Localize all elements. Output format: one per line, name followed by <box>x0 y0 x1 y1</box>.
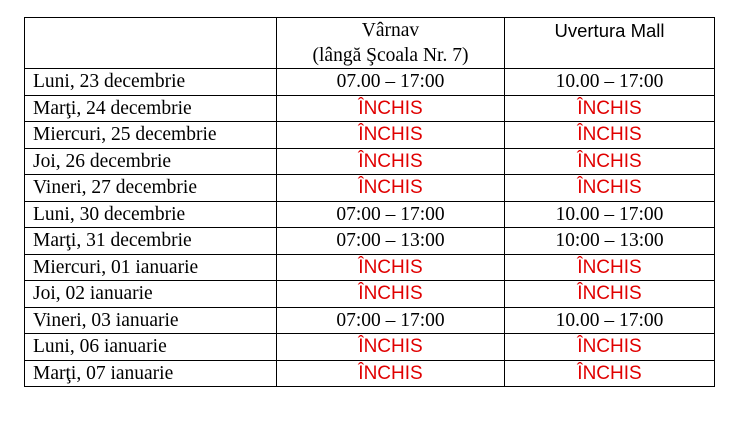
table-row <box>25 201 715 228</box>
table-row <box>25 307 715 334</box>
table-row <box>25 360 715 387</box>
mall-hours-cell: 10.00 – 17:00 <box>505 201 715 228</box>
mall-closed-cell: ÎNCHIS <box>505 360 715 387</box>
table-row <box>25 122 715 149</box>
mall-closed-cell: ÎNCHIS <box>505 281 715 308</box>
header-corner-cell <box>25 18 277 69</box>
mall-closed-cell: ÎNCHIS <box>505 95 715 122</box>
mall-closed-cell: ÎNCHIS <box>505 254 715 281</box>
date-cell: Miercuri, 25 decembrie <box>25 122 277 149</box>
mall-closed-cell: ÎNCHIS <box>505 334 715 361</box>
date-cell: Vineri, 27 decembrie <box>25 175 277 202</box>
table-row <box>25 148 715 175</box>
header-mall <box>505 18 715 69</box>
header-varnav-title: Vârnav <box>361 20 420 41</box>
table-row <box>25 69 715 96</box>
date-cell: Miercuri, 01 ianuarie <box>25 254 277 281</box>
date-cell: Joi, 26 decembrie <box>25 148 277 175</box>
table-row <box>25 175 715 202</box>
varnav-closed-cell: ÎNCHIS <box>277 148 505 175</box>
date-cell: Marţi, 31 decembrie <box>25 228 277 255</box>
mall-hours-cell: 10:00 – 13:00 <box>505 228 715 255</box>
header-row <box>25 18 715 69</box>
varnav-closed-cell: ÎNCHIS <box>277 122 505 149</box>
mall-hours-cell: 10.00 – 17:00 <box>505 307 715 334</box>
table-row <box>25 228 715 255</box>
schedule-table <box>24 17 715 387</box>
date-cell: Marţi, 24 decembrie <box>25 95 277 122</box>
date-cell: Marţi, 07 ianuarie <box>25 360 277 387</box>
date-cell: Luni, 30 decembrie <box>25 201 277 228</box>
date-cell: Luni, 06 ianuarie <box>25 334 277 361</box>
table-row <box>25 281 715 308</box>
varnav-closed-cell: ÎNCHIS <box>277 175 505 202</box>
header-mall-title: Uvertura Mall <box>554 20 665 41</box>
table-row <box>25 95 715 122</box>
varnav-closed-cell: ÎNCHIS <box>277 334 505 361</box>
date-cell: Luni, 23 decembrie <box>25 69 277 96</box>
varnav-closed-cell: ÎNCHIS <box>277 360 505 387</box>
schedule-body <box>25 69 715 387</box>
mall-hours-cell: 10.00 – 17:00 <box>505 69 715 96</box>
varnav-closed-cell: ÎNCHIS <box>277 254 505 281</box>
header-varnav-subtitle: (lângă Şcoala Nr. 7) <box>312 45 469 66</box>
mall-closed-cell: ÎNCHIS <box>505 122 715 149</box>
varnav-closed-cell: ÎNCHIS <box>277 281 505 308</box>
table-row <box>25 254 715 281</box>
varnav-hours-cell: 07:00 – 17:00 <box>277 307 505 334</box>
varnav-closed-cell: ÎNCHIS <box>277 95 505 122</box>
varnav-hours-cell: 07:00 – 17:00 <box>277 201 505 228</box>
date-cell: Joi, 02 ianuarie <box>25 281 277 308</box>
header-varnav <box>277 18 505 69</box>
mall-closed-cell: ÎNCHIS <box>505 175 715 202</box>
table-row <box>25 334 715 361</box>
date-cell: Vineri, 03 ianuarie <box>25 307 277 334</box>
varnav-hours-cell: 07:00 – 13:00 <box>277 228 505 255</box>
mall-closed-cell: ÎNCHIS <box>505 148 715 175</box>
varnav-hours-cell: 07.00 – 17:00 <box>277 69 505 96</box>
